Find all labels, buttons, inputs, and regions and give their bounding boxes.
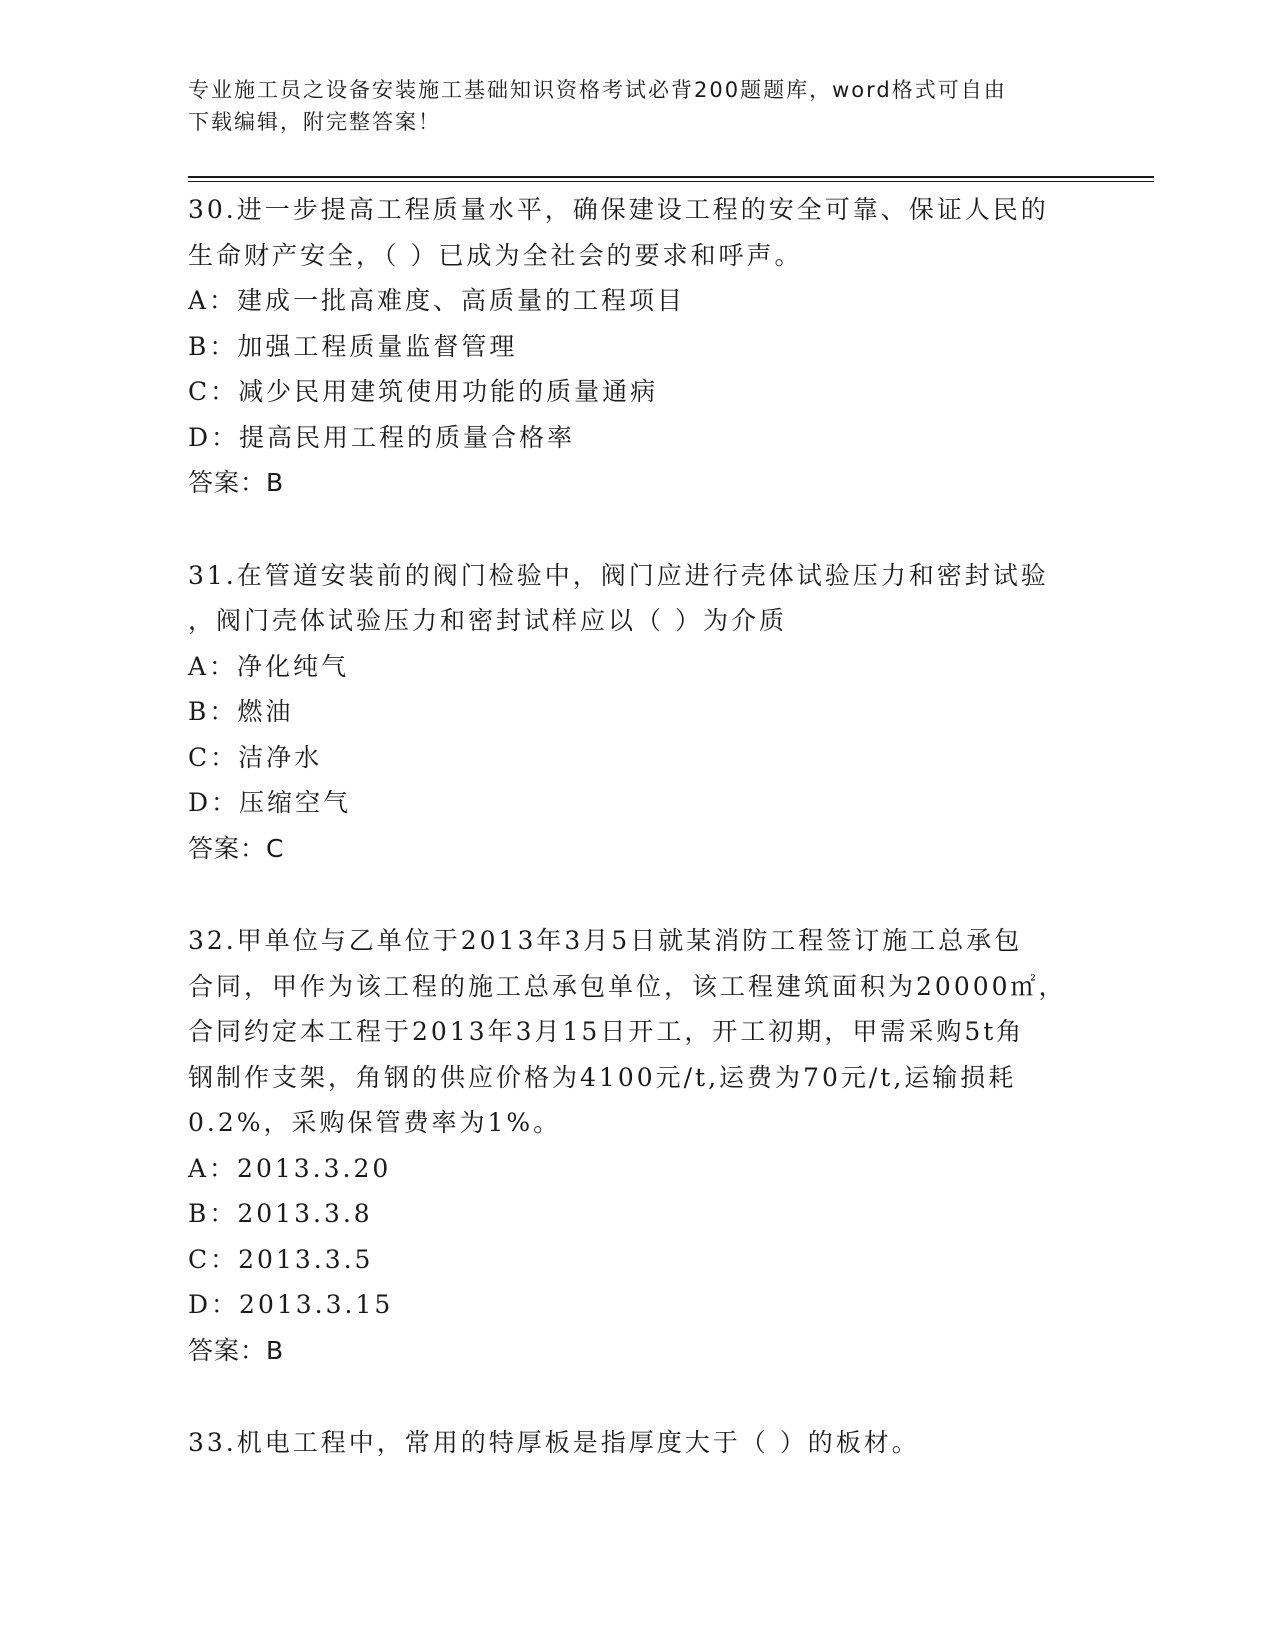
question-list: [188, 187, 1088, 1466]
header-divider-thick: [188, 176, 1154, 178]
option-b: B：燃油: [188, 697, 294, 726]
question-31: [188, 553, 1088, 872]
option-b: B：加强工程质量监督管理: [188, 331, 518, 361]
question-stem-line: 0.2%，采购保管费率为1%。: [188, 1108, 562, 1137]
question-stem-line: 钢制作支架，角钢的供应价格为4100元/t,运费为70元/t,运输损耗: [188, 1062, 1017, 1092]
question-stem-line: 合同，甲作为该工程的施工总承包单位，该工程建筑面积为20000㎡，: [188, 971, 1067, 1001]
option-d: D：2013.3.15: [188, 1290, 394, 1319]
question-stem-line: 32.甲单位与乙单位于2013年3月5日就某消防工程签订施工总承包: [188, 926, 1023, 955]
question-stem-line: 30.进一步提高工程质量水平，确保建设工程的安全可靠、保证人民的: [188, 195, 1049, 224]
answer-line: 答案：B: [188, 1335, 285, 1365]
question-stem-line: 31.在管道安装前的阀门检验中，阀门应进行壳体试验压力和密封试验: [188, 560, 1049, 590]
option-c: C：2013.3.5: [188, 1244, 374, 1274]
header-line-1: 专业施工员之设备安装施工基础知识资格考试必背200题题库，word格式可自由: [188, 78, 1007, 102]
option-a: A：净化纯气: [188, 651, 350, 681]
question-stem-line: 33.机电工程中，常用的特厚板是指厚度大于（ ）的板材。: [188, 1428, 920, 1457]
question-spacer: [188, 506, 1088, 553]
option-c: C：减少民用建筑使用功能的质量通病: [188, 377, 659, 406]
question-stem-line: ，阀门壳体试验压力和密封试样应以（ ）为介质: [188, 606, 787, 635]
question-spacer: [188, 1373, 1088, 1420]
document-header: [188, 74, 1088, 138]
header-line-2: 下载编辑，附完整答案！: [188, 110, 441, 134]
option-d: D：提高民用工程的质量合格率: [188, 422, 576, 452]
question-stem-line: 合同约定本工程于2013年3月15日开工，开工初期，甲需采购5t角: [188, 1017, 1025, 1046]
option-c: C：洁净水: [188, 742, 323, 772]
answer-line: 答案：C: [188, 833, 285, 863]
option-b: B：2013.3.8: [188, 1199, 373, 1228]
question-spacer: [188, 871, 1088, 918]
header-divider-thin: [188, 181, 1154, 182]
option-d: D：压缩空气: [188, 788, 352, 817]
option-a: A：建成一批高难度、高质量的工程项目: [188, 286, 686, 315]
question-30: [188, 187, 1088, 506]
option-a: A：2013.3.20: [188, 1153, 392, 1183]
answer-line: 答案：B: [188, 468, 285, 497]
question-33: [188, 1420, 1088, 1466]
question-32: [188, 918, 1088, 1373]
question-stem-line: 生命财产安全，（ ）已成为全社会的要求和呼声。: [188, 240, 803, 270]
